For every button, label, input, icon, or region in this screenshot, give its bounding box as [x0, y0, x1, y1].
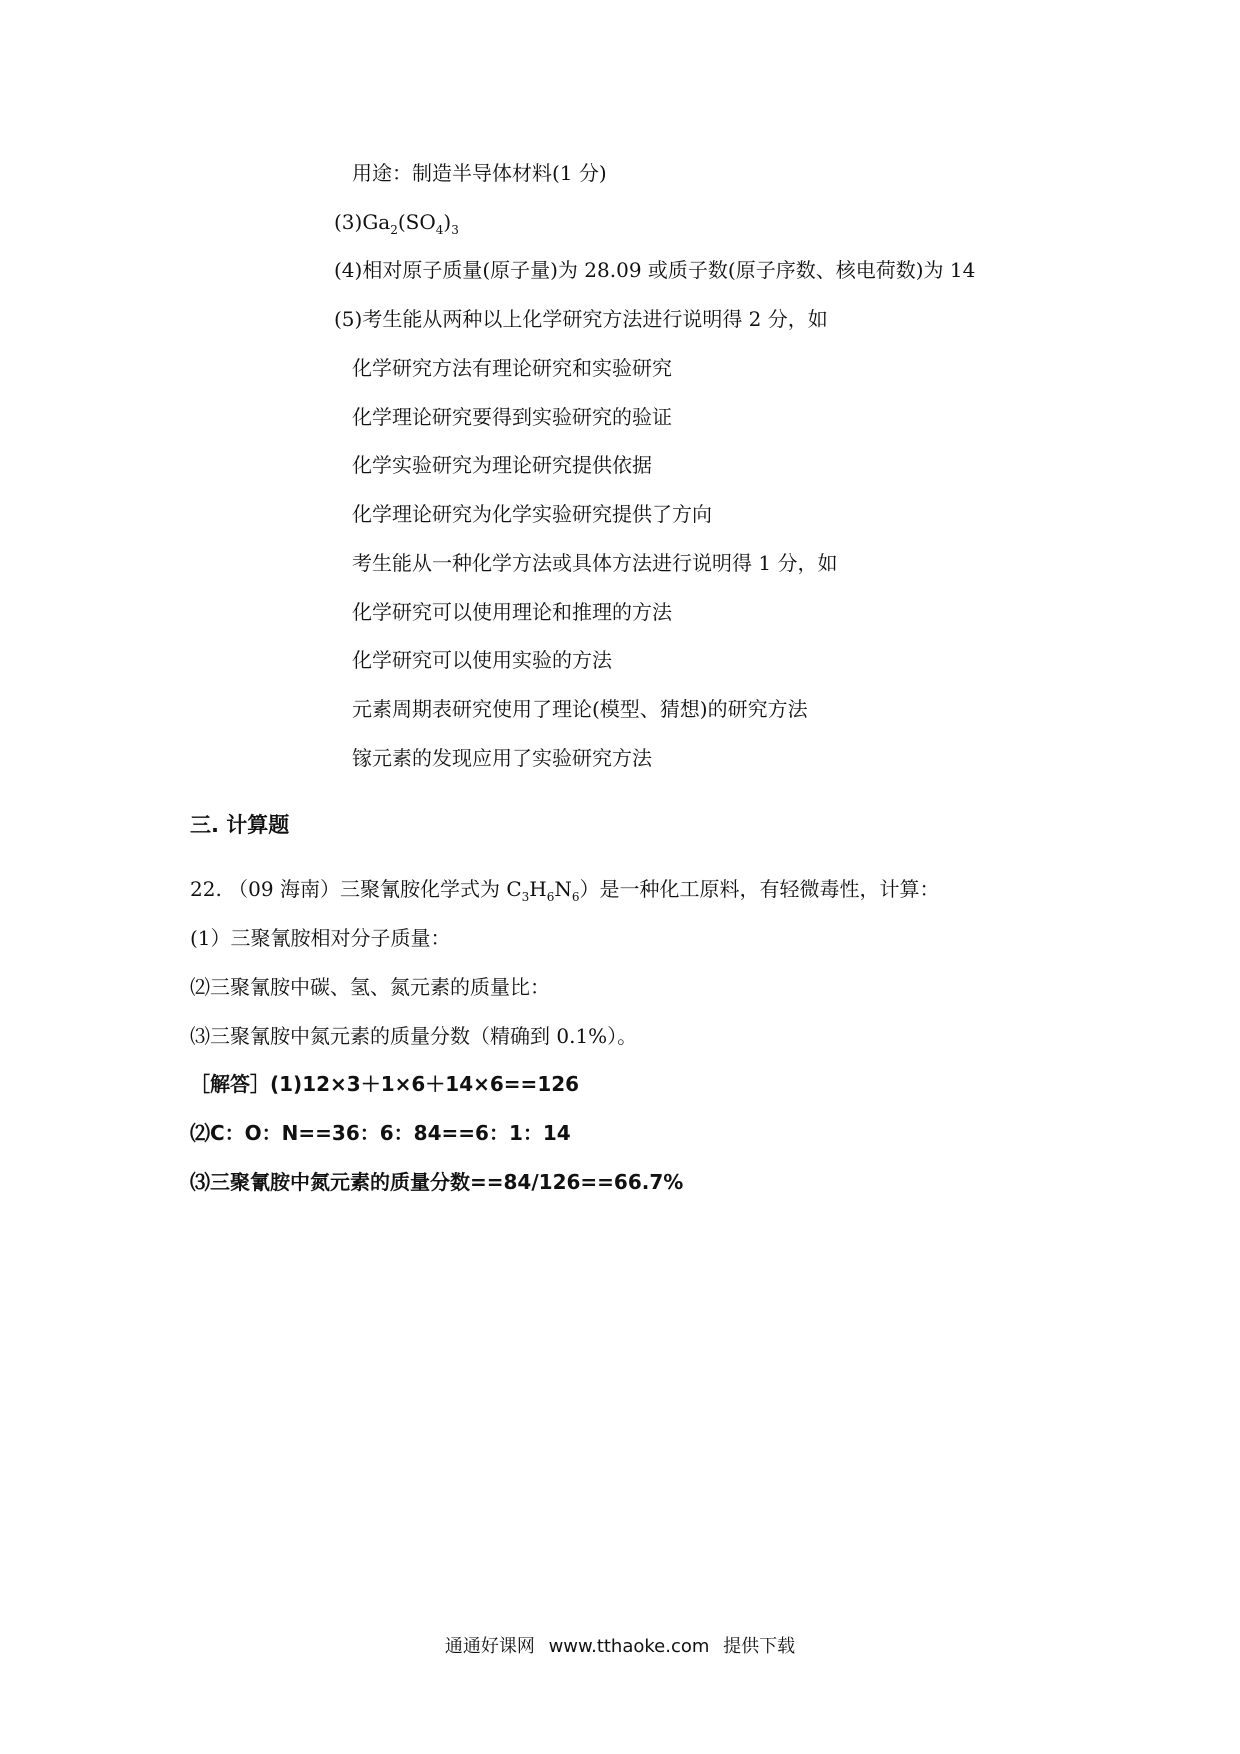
item-3-formula: $(3)Ga_2(SO_4)_3$	[334, 210, 459, 237]
footer-site-name: 通通好课网	[444, 1636, 535, 1657]
footer-url[interactable]: www.tthaoke.com	[548, 1636, 710, 1657]
answer-line: ⑶三聚氰胺中氮元素的质量分数==84/126==66.7%	[190, 1170, 684, 1194]
point-line: 镓元素的发现应用了实验研究方法	[352, 746, 652, 770]
item-4: (4)相对原子质量(原子量)为 28.09 或质子数(原子序数、核电荷数)为 14	[334, 258, 976, 282]
question-22: 22. （09 海南）三聚氰胺化学式为 $C_3H_6N_6$）是一种化工原料，有轻微毒性，计算：	[190, 877, 940, 904]
answer-line: ［解答］(1)12×3＋1×6＋14×6==126	[190, 1072, 580, 1096]
sub-question: (1）三聚氰胺相对分子质量：	[190, 926, 451, 950]
sub-question: ⑵三聚氰胺中碳、氢、氮元素的质量比：	[190, 975, 550, 999]
point-line: 化学研究可以使用实验的方法	[352, 648, 612, 672]
item-5: (5)考生能从两种以上化学研究方法进行说明得 2 分，如	[334, 307, 828, 331]
footer-tagline: 提供下载	[723, 1636, 796, 1657]
point-line: 化学研究方法有理论研究和实验研究	[352, 356, 672, 380]
point-line: 化学研究可以使用理论和推理的方法	[352, 600, 672, 624]
answer-line: ⑵C：O：N==36：6：84==6：1：14	[190, 1121, 571, 1145]
point-line: 化学理论研究要得到实验研究的验证	[352, 405, 672, 429]
page-footer	[0, 1635, 1240, 1659]
point-line: 元素周期表研究使用了理论(模型、猜想)的研究方法	[352, 697, 808, 721]
point-line: 化学实验研究为理论研究提供依据	[352, 453, 652, 477]
point-line: 考生能从一种化学方法或具体方法进行说明得 1 分，如	[352, 551, 838, 575]
point-line: 化学理论研究为化学实验研究提供了方向	[352, 502, 712, 526]
section-heading: 三. 计算题	[190, 813, 290, 837]
use-line: 用途：制造半导体材料(1 分)	[352, 161, 607, 185]
sub-question: ⑶三聚氰胺中氮元素的质量分数（精确到 0.1%）。	[190, 1024, 638, 1048]
